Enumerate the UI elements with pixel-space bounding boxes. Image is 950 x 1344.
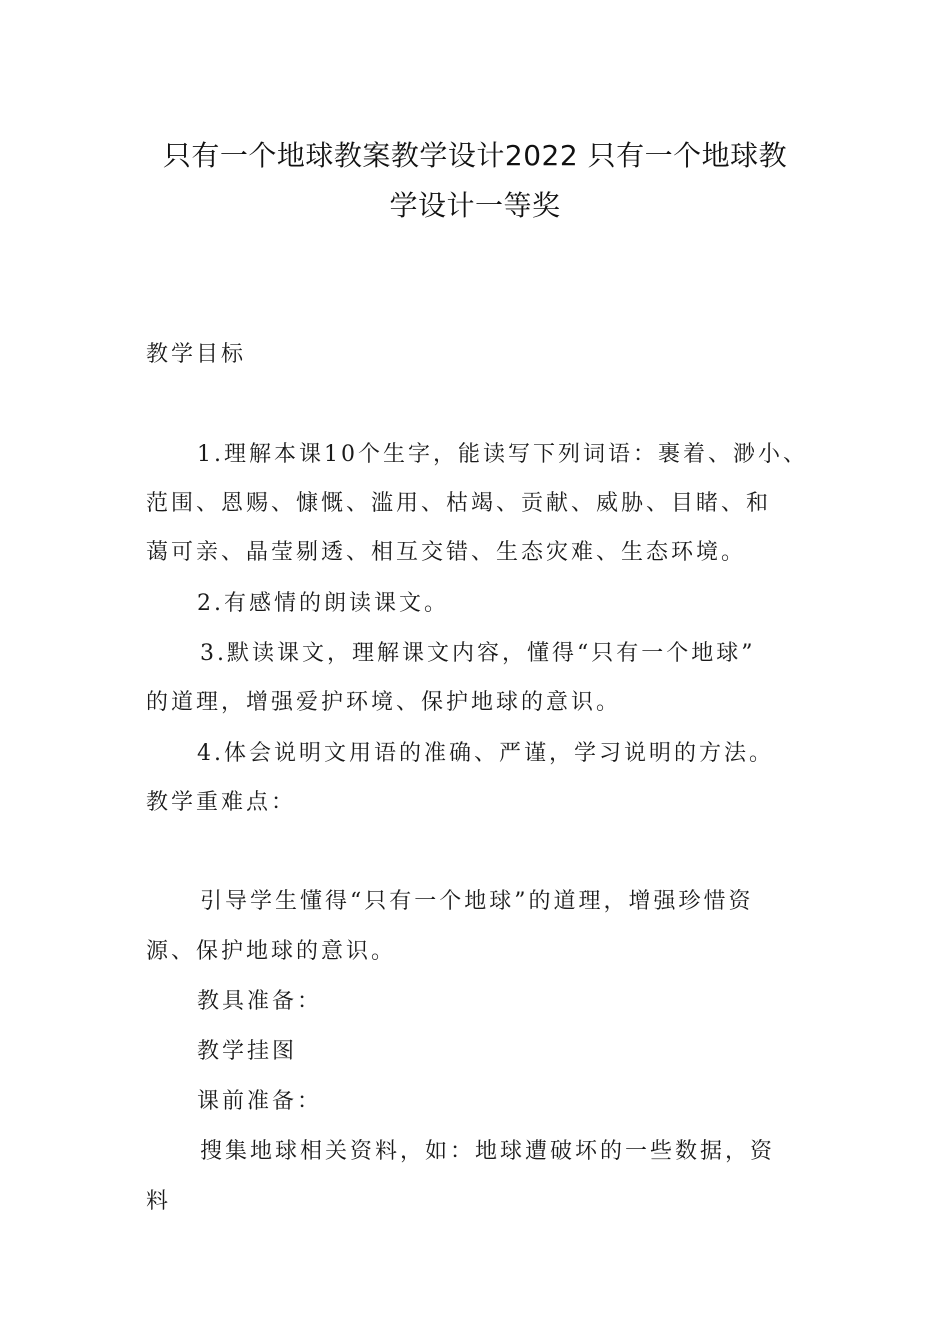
heading-teaching-materials: 教具准备： <box>197 989 323 1014</box>
heading-pre-class-preparation: 课前准备： <box>197 1089 323 1114</box>
objective-1-line-3: 蔼可亲、晶莹剔透、相互交错、生态灾难、生态环境。 <box>146 540 747 565</box>
objective-1-line-2: 范围、恩赐、慷慨、滥用、枯竭、贡献、威胁、目睹、和 <box>146 491 772 516</box>
objective-2: 2.有感情的朗读课文。 <box>197 591 449 616</box>
key-points-line-1: 引导学生懂得“只有一个地球”的道理，增强珍惜资 <box>200 889 754 914</box>
objective-4: 4.体会说明文用语的准确、严谨，学习说明的方法。 <box>197 741 774 766</box>
objective-3-line-2: 的道理，增强爱护环境、保护地球的意识。 <box>146 690 622 715</box>
heading-teaching-objectives: 教学目标 <box>146 342 247 367</box>
document-title-line-1: 只有一个地球教案教学设计2022 只有一个地球教 <box>162 139 788 172</box>
key-points-line-2: 源、保护地球的意识。 <box>146 939 397 964</box>
preparation-line-1: 搜集地球相关资料，如：地球遭破坏的一些数据，资 <box>200 1139 776 1164</box>
objective-1-line-1: 1.理解本课10个生字，能读写下列词语：裹着、渺小、 <box>197 442 808 467</box>
preparation-line-2: 料 <box>146 1189 172 1214</box>
objective-3-line-1: 3.默读课文，理解课文内容，懂得“只有一个地球” <box>200 641 756 666</box>
teaching-materials: 教学挂图 <box>197 1039 298 1064</box>
heading-key-difficult-points: 教学重难点： <box>146 790 297 815</box>
document-title-line-2: 学设计一等奖 <box>389 189 561 222</box>
